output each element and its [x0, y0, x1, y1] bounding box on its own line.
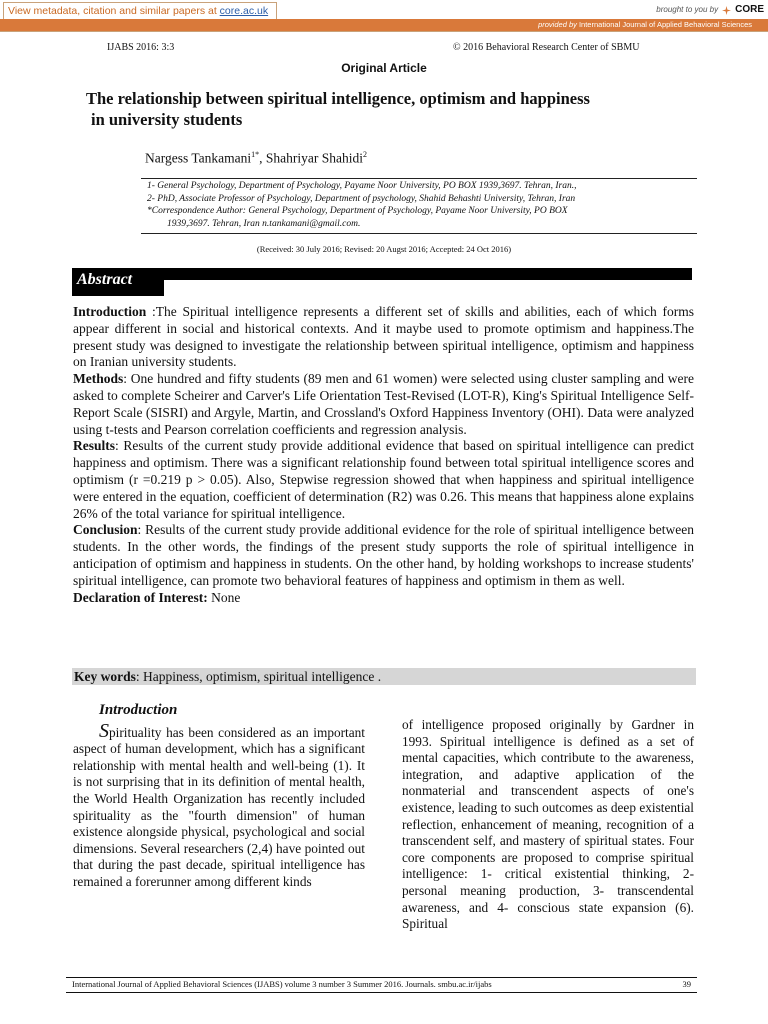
affiliation-2: 2- PhD, Associate Professor of Psychology, Department of psychology, Shahid Behashti University, Tehran, Iran: [147, 193, 576, 204]
running-head-right: © 2016 Behavioral Research Center of SBMU: [453, 42, 640, 53]
abstract-header: [72, 268, 692, 290]
core-banner: [0, 0, 768, 32]
core-provided-by: [0, 19, 768, 31]
abstract-results: [73, 438, 694, 522]
article-type: Original Article: [341, 61, 427, 75]
results-label: Results: [73, 438, 116, 454]
core-link[interactable]: core.ac.uk: [219, 5, 269, 17]
declaration-text: None: [207, 589, 241, 605]
correspondence-line-1: *Correspondence Author: General Psychology, Department of Psychology, Payame Noor University, PO BOX: [147, 206, 568, 217]
author-2-affiliation: 2: [363, 150, 368, 159]
methods-text: : One hundred and fifty students (89 men and 61 women) were selected using cluster sampling and were asked to complete Scheirer and Carver's Life Orientation Test-Revised (LOT-R), King's Spiritual Intelligence Self-Report Scale (SISRI) and Argyle, Martin, and Crossland's Oxford Happiness Inventory (OHI). Data were analyzed using t-tests and Pearson correlation coefficients and regression analysis.: [73, 371, 694, 437]
author-list: [145, 150, 367, 167]
title-line-1: The relationship between spiritual intelligence, optimism and happiness: [86, 89, 590, 108]
running-head-left: IJABS 2016: 3:3: [107, 42, 175, 53]
abstract-introduction: [73, 304, 694, 371]
core-metadata-link-box[interactable]: [3, 2, 277, 20]
dropcap: S: [99, 719, 109, 742]
abstract-methods: [73, 371, 694, 438]
introduction-text: :The Spiritual intelligence represents a different set of skills and abilities, each of which forms appear different in social and historical contexts. And it maybe used to promote optimism and happiness.The present study was designed to investigate the relationship between spiritual intelligence, optimism and happiness on Iranian university students.: [73, 304, 694, 370]
introduction-paragraph-left: [73, 719, 365, 891]
author-2: Shahriyar Shahidi: [265, 150, 364, 166]
author-separator: ,: [259, 150, 266, 166]
keywords-box: [72, 668, 696, 685]
author-1-affiliation: 1*: [251, 150, 260, 159]
provided-by-prefix: provided by: [538, 20, 577, 29]
introduction-heading: Introduction: [99, 702, 178, 718]
abstract-body: [73, 304, 694, 606]
received-dates: (Received: 30 July 2016; Revised: 20 Augst 2016; Accepted: 24 Oct 2016): [256, 244, 512, 254]
brought-by-text: brought to you by: [656, 5, 719, 14]
page-footer: [66, 977, 697, 993]
results-text: : Results of the current study provide additional evidence that based on spiritual intelligence can predict happiness and optimism. There was a significant relationship found between total spiritual intelligence scores and optimism (r =0.219 p > 0.05). Also, Stepwise regression showed that when happiness and spiritual intelligence were entered in the equation, coefficient of determination (R2) was 0.26. This means that happiness alone explains 26% of the total variance for spiritual intelligence.: [73, 438, 694, 521]
abstract-conclusion: [73, 522, 694, 589]
keywords-text: : Happiness, optimism, spiritual intelligence .: [135, 669, 382, 684]
core-metadata-text: View metadata, citation and similar papers at: [8, 5, 217, 17]
body-column-right: [402, 717, 694, 933]
correspondence-line-2: 1939,3697. Tehran, Iran n.tankamani@gmail.com.: [167, 218, 361, 229]
conclusion-label: Conclusion: [73, 522, 138, 538]
abstract-heading: Abstract: [72, 268, 164, 296]
introduction-right-text: of intelligence proposed originally by Gardner in 1993. Spiritual intelligence is defined as a set of mental capacities, which contribute to the awareness, integration, and adaptive application of the nonmaterial and transcendent aspects of one's existence, leading to such outcomes as deep existential reflection, enhancement of meaning, recognition of a transcendent self, and mastery of spiritual states. Four core components are proposed to comprise spiritual intelligence: 1- critical existential thinking, 2- personal meaning production, 3- transcendental awareness, and 4- conscious state expansion (6). Spiritual: [402, 717, 694, 932]
footer-journal: International Journal of Applied Behavioral Sciences (IJABS) volume 3 number 3 Summer 2016. Journals. smbu.ac.ir/ijabs: [72, 979, 492, 989]
page-number: 39: [682, 979, 691, 989]
author-1: Nargess Tankamani: [145, 150, 252, 166]
title-line-2: in university students: [91, 110, 243, 129]
abstract-declaration: [73, 590, 694, 607]
introduction-left-text: pirituality has been considered as an important aspect of human development, which has a significant relationship with mental health and well-being (1). It is not surprising that in its definition of mental health, the World Health Organization has recently included spirituality as the "fourth dimension" of human existence alongside physical, psychological and social dimensions. Several researchers (2,4) have pointed out that during the past decade, spiritual intelligence has remained a forerunner among different kinds: [73, 724, 365, 889]
core-logo-text: CORE: [735, 4, 764, 15]
affiliations: [141, 178, 697, 234]
article-title: [86, 88, 686, 130]
keywords-label: Key words: [74, 669, 136, 684]
provided-by-journal: International Journal of Applied Behavioral Sciences: [578, 20, 752, 29]
body-column-left: [73, 702, 365, 891]
abstract-rule: [164, 268, 692, 280]
conclusion-text: : Results of the current study provide additional evidence for the role of spiritual intelligence between students. In the other words, the findings of the present study supports the role of spiritual intelligence in anticipation of optimism and happiness in students. On the other hand, by holding workshops to increase students' spiritual intelligence, can promote two behavioral features of happiness and optimism in them as well.: [73, 522, 694, 588]
affiliation-1: 1- General Psychology, Department of Psychology, Payame Noor University, PO BOX 1939,3697. Tehran, Iran.,: [147, 181, 577, 191]
declaration-label: Declaration of Interest:: [73, 589, 208, 605]
core-brought-by[interactable]: [656, 3, 764, 17]
introduction-label: Introduction: [73, 304, 147, 319]
core-logo-icon: [722, 6, 731, 15]
methods-label: Methods: [73, 371, 124, 387]
